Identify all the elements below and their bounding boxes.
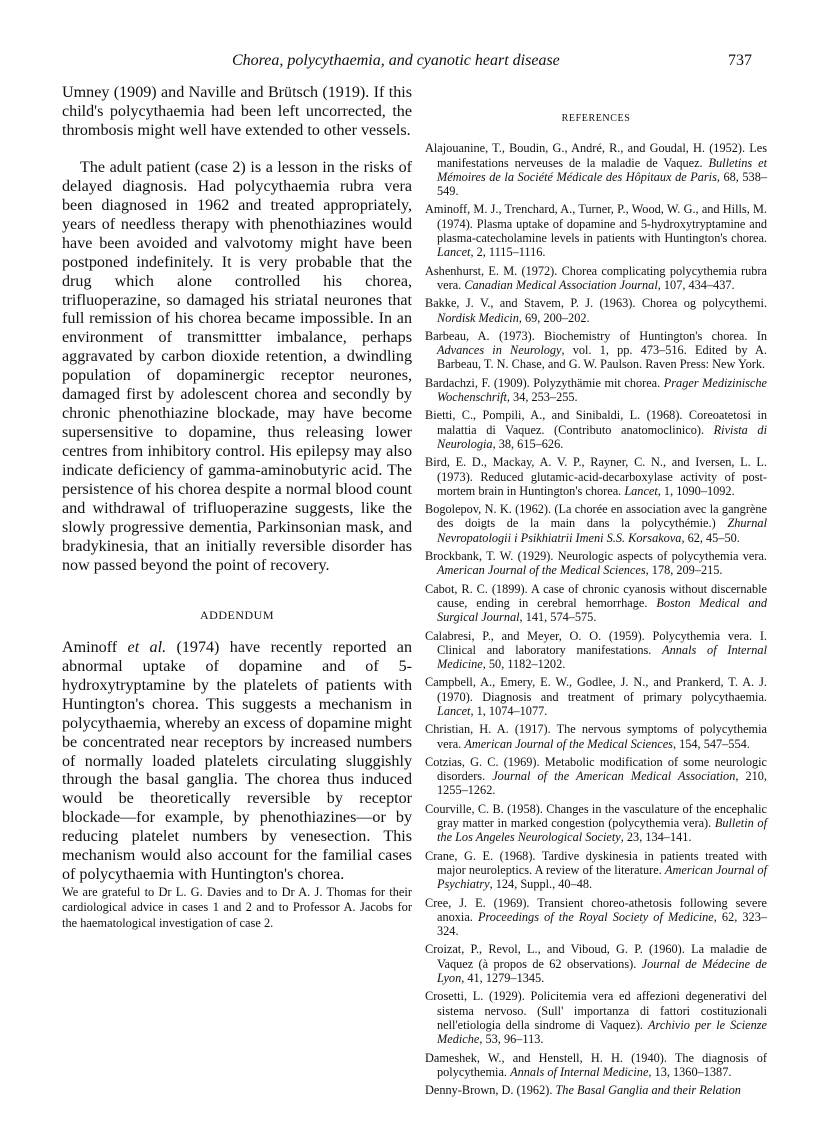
reference-volume: , 41, 1279–1345. [461, 971, 545, 986]
reference-item [425, 1083, 767, 1097]
reference-item [425, 264, 767, 293]
addendum-author: Aminoff [62, 638, 118, 656]
reference-authors: Alajouanine, T., Boudin, G., André, R., and Goudal, H. (1952). Les manifestations nerveuses de la maladie de Vaquez. [425, 141, 767, 170]
reference-authors: Bogolepov, N. K. (1962). (La chorée en association avec la gangrène des doigts de la main dans la polycythémie.) [425, 502, 767, 531]
reference-source: Zhurnal Nevropatologii i Psikhiatrii Imeni S.S. Korsakova [437, 516, 767, 545]
reference-volume: , 68, 538–549. [437, 169, 767, 199]
reference-source: Rivista di Neurologia [437, 422, 767, 451]
reference-item [425, 141, 767, 198]
reference-authors: Cabot, R. C. (1899). A case of chronic cyanosis without discernable cause, ending in cerebral hemorrhage. [425, 581, 767, 610]
reference-source: Lancet [437, 703, 471, 718]
reference-authors: Christian, H. A. (1917). The nervous symptoms of polycythemia vera. [425, 722, 767, 751]
reference-volume: , 210, 1255–1262. [437, 769, 768, 798]
reference-volume: , vol. 1, pp. 473–516. Edited by A. Barbeau, T. N. Chase, and G. W. Paulson. Raven Press: New York. [437, 343, 767, 372]
reference-source: American Journal of the Medical Sciences [437, 563, 646, 578]
reference-volume: , 2, 1115–1116. [470, 245, 546, 260]
reference-volume: , 154, 547–554. [672, 736, 750, 751]
reference-source: Bulletins et Mémoires de la Société Médicale des Hôpitaux de Paris [437, 155, 767, 184]
running-header [0, 52, 816, 72]
reference-volume: , 53, 96–113. [479, 1032, 544, 1047]
reference-source: Advances in Neurology [437, 343, 562, 358]
reference-item [425, 989, 767, 1046]
body-paragraph-1: Umney (1909) and Naville and Brütsch (1919). If this child's polycythaemia had been left uncorrected, the thrombosis might well have extended to other vessels. [62, 84, 412, 139]
reference-volume: , 62, 45–50. [681, 530, 740, 545]
reference-authors: Crane, G. E. (1968). Tardive dyskinesia in patients treated with major neuroleptics. A review of the literature. [425, 848, 767, 877]
addendum-etal: et al. [127, 638, 167, 656]
reference-authors: Bietti, C., Pompili, A., and Sinibaldi, L. (1968). Coreoatetosi in malattia di Vaquez. (Contributo anatomoclinico). [425, 408, 767, 437]
reference-volume: , 50, 1182–1202. [482, 657, 566, 672]
reference-authors: Courville, C. B. (1958). Changes in the vasculature of the encephalic gray matter in marked congestion (polycythemia vera). [425, 801, 767, 831]
reference-authors: Denny-Brown, D. (1962). [425, 1083, 556, 1098]
reference-authors: Croizat, P., Revol, L., and Viboud, G. P. (1960). La maladie de Vaquez (à propos de 62 observations). [425, 942, 767, 971]
reference-source: American Journal of Psychiatry [437, 862, 767, 892]
reference-volume: , 1, 1074–1077. [470, 703, 548, 718]
reference-volume: , 107, 434–437. [657, 277, 735, 292]
addendum-paragraph [62, 639, 412, 885]
reference-volume: , 141, 574–575. [519, 610, 597, 625]
reference-source: American Journal of the Medical Sciences [464, 736, 673, 751]
reference-source: Archivio per le Scienze Mediche [437, 1017, 767, 1047]
reference-source: Prager Medizinische Wochenschrift [437, 375, 767, 405]
reference-item [425, 502, 767, 545]
reference-item [425, 549, 767, 578]
reference-item [425, 755, 767, 798]
reference-source: Annals of Internal Medicine [437, 642, 767, 672]
reference-authors: Ashenhurst, E. M. (1972). Chorea complicating polycythemia rubra vera. [425, 263, 767, 292]
reference-authors: Brockbank, T. W. (1929). Neurologic aspects of polycythemia vera. [425, 549, 767, 564]
reference-authors: Bardachzi, F. (1909). Polyzythämie mit chorea. [425, 375, 664, 390]
reference-volume: , 124, Suppl., 40–48. [489, 877, 593, 892]
references-column [425, 112, 767, 1101]
reference-source: Journal of the American Medical Association [492, 769, 736, 784]
addendum-text: (1974) have recently reported an abnormal uptake of dopamine and of 5-hydroxytryptamine by the platelets of patients with Huntington's chorea. This suggests a mechanism in polycythaemia, whereby an excess of dopamine might be concentrated near receptors by increased numbers of normally loaded platelets circulating sluggishly through the basal ganglia. The chorea thus induced would be theoretically reversible by receptor blockade—for example, by phenothiazines—or by reducing platelet numbers by venesection. This mechanism would also account for the familial cases of polycythaemia with Huntington's chorea. [62, 638, 412, 884]
reference-item [425, 675, 767, 718]
references-heading: REFERENCES [561, 113, 631, 124]
running-title: Chorea, polycythaemia, and cyanotic heart disease [232, 52, 560, 69]
reference-list [425, 141, 767, 1097]
reference-item [425, 1051, 767, 1080]
reference-item [425, 722, 767, 751]
reference-item [425, 408, 767, 451]
reference-item [425, 849, 767, 892]
reference-volume: , 13, 1360–1387. [648, 1064, 732, 1079]
reference-source: Lancet [624, 483, 658, 498]
reference-authors: Bakke, J. V., and Stavem, P. J. (1963). Chorea og polycythemi. [425, 296, 767, 311]
reference-volume: , 1, 1090–1092. [657, 483, 735, 498]
reference-source: Canadian Medical Association Journal [464, 277, 658, 292]
reference-volume: , 69, 200–202. [518, 310, 590, 325]
left-column [62, 84, 412, 931]
acknowledgement: We are grateful to Dr L. G. Davies and to Dr A. J. Thomas for their cardiological advice in cases 1 and 2 and to Professor A. Jacobs for the haematological investigation of case 2. [62, 885, 412, 930]
reference-volume: , 38, 615–626. [492, 436, 564, 451]
reference-item [425, 582, 767, 625]
reference-item [425, 202, 767, 259]
reference-source: The Basal Ganglia and their Relation [555, 1083, 741, 1098]
reference-volume: , 23, 134–141. [620, 830, 692, 845]
reference-volume: , 62, 323–324. [437, 909, 767, 939]
reference-authors: Cree, J. E. (1969). Transient choreo-athetosis following severe anoxia. [425, 895, 767, 924]
reference-volume: , 34, 253–255. [506, 390, 578, 405]
reference-authors: Cotzias, G. C. (1969). Metabolic modification of some neurologic disorders. [425, 754, 767, 784]
addendum-heading: ADDENDUM [200, 607, 274, 622]
reference-item [425, 329, 767, 372]
reference-item [425, 896, 767, 939]
reference-authors: Aminoff, M. J., Trenchard, A., Turner, P., Wood, W. G., and Hills, M. (1974). Plasma uptake of dopamine and 5-hydroxytryptamine and plasma-catecholamine levels in patients with Huntington's chorea. [425, 202, 767, 246]
reference-volume: , 178, 209–215. [645, 563, 723, 578]
reference-authors: Bird, E. D., Mackay, A. V. P., Rayner, C. N., and Iversen, L. L. (1973). Reduced glutamic-acid-decarboxylase activity of post-mortem brain in Huntington's chorea. [425, 455, 767, 498]
reference-authors: Dameshek, W., and Henstell, H. H. (1940). The diagnosis of polycythemia. [425, 1050, 767, 1079]
reference-source: Journal de Médecine de Lyon [437, 956, 767, 986]
reference-source: Annals of Internal Medicine [510, 1064, 649, 1079]
reference-source: Nordisk Medicin [437, 310, 519, 325]
reference-item [425, 376, 767, 405]
reference-authors: Barbeau, A. (1973). Biochemistry of Huntington's chorea. In [425, 328, 767, 343]
reference-item [425, 296, 767, 325]
reference-item [425, 629, 767, 672]
reference-authors: Calabresi, P., and Meyer, O. O. (1959). Polycythemia vera. I. Clinical and laboratory manifestations. [425, 628, 767, 657]
reference-source: Boston Medical and Surgical Journal [437, 595, 768, 625]
reference-item [425, 802, 767, 845]
body-paragraph-2: The adult patient (case 2) is a lesson in the risks of delayed diagnosis. Had polycythaemia rubra vera been diagnosed in 1962 and treated appropriately, years of needless therapy with phenothiazines would have been avoided and valvotomy might have been postponed indefinitely. It is very probable that the drug which alone controlled his chorea, trifluoperazine, so damaged his striatal neurones that full remission of his chorea became impossible. In an environment of transmittter imbalance, perhaps aggravated by carbon dioxide retention, a dwindling population of dopaminergic receptor neurones, damaged first by adolescent chorea and secondly by chronic phenothiazine blockade, may have become supersensitive to dopamine, thus releasing lower centres from inhibitory control. His epilepsy may also indicate deficiency of gamma-aminobutyric acid. The persistence of his chorea despite a normal blood count and withdrawal of trifluoperazine suggests, like the slowly progressive dementia, Parkinsonian mask, and bradykinesia, that an initially reversible disorder has now passed beyond the point of recovery. [62, 158, 412, 574]
reference-source: Proceedings of the Royal Society of Medicine [477, 909, 714, 924]
reference-source: Bulletin of the Los Angeles Neurological Society [437, 816, 767, 845]
reference-item [425, 942, 767, 985]
reference-authors: Crosetti, L. (1929). Policitemia vera ed affezioni degenerativi del sistema nervoso. (Sull' importanza di fattori costituzionali nell'etiologia della sindrome di Vaquez). [425, 989, 767, 1032]
reference-source: Lancet [437, 245, 471, 260]
page-number: 737 [728, 52, 752, 69]
reference-authors: Campbell, A., Emery, E. W., Godlee, J. N., and Prankerd, T. A. J. (1970). Diagnosis and treatment of primary polycythaemia. [425, 675, 767, 704]
reference-item [425, 455, 767, 498]
